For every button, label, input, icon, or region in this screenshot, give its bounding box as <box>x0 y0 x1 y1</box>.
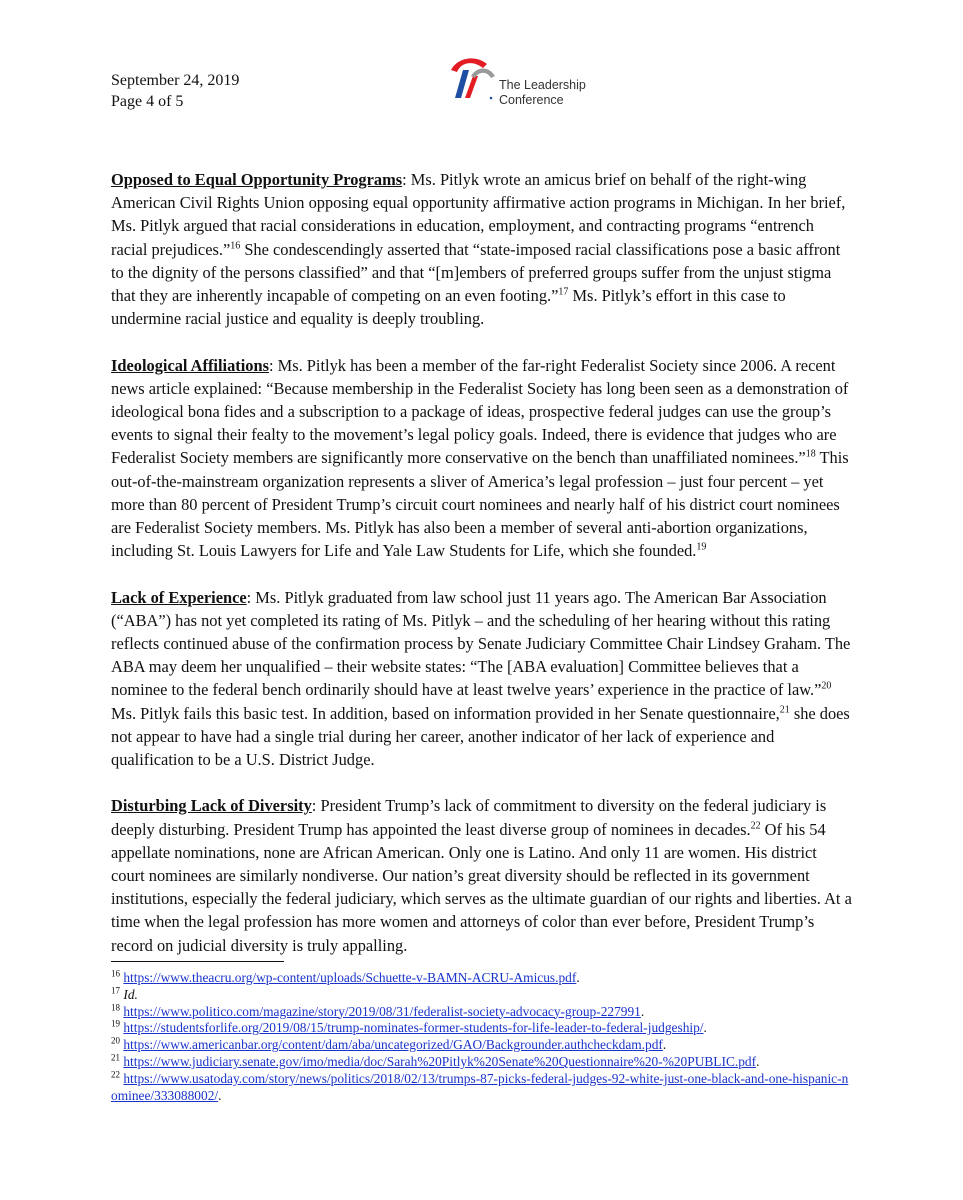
footnote-link[interactable]: https://www.usatoday.com/story/news/politics/2018/02/13/trumps-87-picks-federal-judges-92-white-just-one-black-and-one-hispanic-nominee/333088002/ <box>111 1070 849 1103</box>
section-heading: Opposed to Equal Opportunity Programs <box>111 170 403 189</box>
section-heading: Disturbing Lack of Diversity <box>111 796 312 816</box>
section-lack-of-experience <box>111 586 853 772</box>
footnote-item <box>111 1037 851 1054</box>
section-text: This out-of-the-mainstream organization represents a sliver of America’s legal profession – just four percent – yet more than 80 percent of President Trump’s circuit court nominees and nearly half of his district court nominees are Federalist Society members. Ms. Pitlyk has also been a member of several anti-abortion organizations, including St. Louis Lawyers for Life and Yale Law Students for Life, which she founded. <box>111 448 849 561</box>
section-text: Of his 54 appellate nominations, none are African American. Only one is Latino. And only 11 are women. His district court nominees are similarly nondiverse. Our nation’s great diversity should be reflected in its government institutions, especially the federal judiciary, which serves as the ultimate guardian of our rights and liberties. At a time when the legal profession has more women and attorneys of color than ever before, President Trump’s record on judicial diversity is truly appalling. <box>111 819 852 955</box>
footnote-tail: . <box>576 970 580 985</box>
footnote-link[interactable]: https://www.americanbar.org/content/dam/aba/uncategorized/GAO/Backgrounder.authcheckdam.pdf <box>123 1037 663 1053</box>
section-text: Ms. Pitlyk’s effort in this case to undermine racial justice and equality is deeply troubling. <box>111 286 786 329</box>
footnote-tail: . <box>703 1020 707 1036</box>
section-text: : Ms. Pitlyk wrote an amicus brief on behalf of the right-wing American Civil Rights Union opposing equal opportunity affirmative action programs in Michigan. In her brief, Ms. Pitlyk argued that racial considerations in education, employment, and contracting programs “entrench racial prejudices.” <box>111 170 846 259</box>
footnote-item <box>111 1004 851 1021</box>
footnote-ref: 16 <box>230 240 241 252</box>
footnote-link[interactable]: https://www.judiciary.senate.gov/imo/media/doc/Sarah%20Pitlyk%20Senate%20Questionnaire%20-%20PUBLIC.pdf <box>123 1053 757 1069</box>
page-number: Page 4 of 5 <box>111 93 184 110</box>
section-text: she does not appear to have had a single trial during her career, another indicator of her lack of experience and qualification to be a U.S. District Judge. <box>111 703 850 770</box>
footnote-ref: 18 <box>805 448 816 460</box>
logo-line-1: The Leadership <box>499 78 586 92</box>
footnote-tail: . <box>756 1053 760 1069</box>
section-lack-of-diversity <box>111 794 853 956</box>
footnote-number: 19 <box>111 1018 120 1029</box>
section-heading: Lack of Experience <box>111 587 247 607</box>
footnote-tail: . <box>640 1003 645 1019</box>
section-text: She condescendingly asserted that “state-imposed racial classifications pose a basic affront to the dignity of the persons classified” and that “[m]embers of preferred groups suffer from the unjust stigma that they are inherently incapable of competing on an even footing.” <box>111 239 841 306</box>
footnote-ref: 21 <box>779 704 790 716</box>
footnote-ref: 22 <box>750 820 761 832</box>
footnote-number: 17 <box>111 985 120 996</box>
footnote-item <box>111 1020 851 1037</box>
footnote-number: 20 <box>111 1035 120 1046</box>
section-text: Ms. Pitlyk fails this basic test. In addition, based on information provided in her Senate questionnaire, <box>111 703 780 723</box>
leadership-conference-logo <box>449 52 609 112</box>
letter-header <box>111 70 239 112</box>
footnote-item <box>111 970 851 987</box>
footnote-tail: . <box>662 1037 667 1053</box>
letter-body <box>111 168 853 980</box>
footnote-link[interactable]: https://www.politico.com/magazine/story/2019/08/31/federalist-society-advocacy-group-227991 <box>123 1003 641 1019</box>
footnote-link[interactable]: https://studentsforlife.org/2019/08/15/trump-nominates-former-students-for-life-leader-to-federal-judgeship/ <box>123 1020 704 1036</box>
footnote-tail: . <box>218 1087 222 1103</box>
section-text: : President Trump’s lack of commitment to diversity on the federal judiciary is deeply disturbing. President Trump has appointed the least diverse group of nominees in decades. <box>111 796 827 839</box>
footnote-ref: 19 <box>696 541 707 553</box>
logo-mark-icon <box>449 54 499 104</box>
footnote-item <box>111 1054 851 1071</box>
footnote-number: 21 <box>111 1052 120 1063</box>
footnote-divider <box>111 961 284 962</box>
section-heading: Ideological Affiliations <box>111 355 269 375</box>
section-equal-opportunity <box>111 168 853 330</box>
footnote-item <box>111 987 851 1004</box>
footnote-ref: 20 <box>821 680 832 692</box>
footnote-link[interactable]: https://www.theacru.org/wp-content/uploads/Schuette-v-BAMN-ACRU-Amicus.pdf <box>123 970 577 985</box>
logo-line-2: Conference <box>499 93 564 107</box>
footnote-ref: 17 <box>558 286 569 298</box>
footnote-item <box>111 1071 851 1105</box>
footnotes <box>111 970 851 1104</box>
section-text: : Ms. Pitlyk graduated from law school just 11 years ago. The American Bar Association (“ABA”) has not yet completed its rating of Ms. Pitlyk – and the scheduling of her hearing without this rating reflects continued abuse of the confirmation process by Senate Judiciary Committee Chair Lindsey Graham. The ABA may deem her unqualified – their website states: “The [ABA evaluation] Committee believes that a nominee to the federal bench ordinarily should have at least twelve years’ experience in the practice of law.” <box>111 587 851 700</box>
footnote-number: 22 <box>111 1069 120 1080</box>
footnote-number: 16 <box>111 968 120 979</box>
logo-wordmark <box>499 78 586 108</box>
footnote-text: Id. <box>123 986 138 1002</box>
letter-date: September 24, 2019 <box>111 72 240 89</box>
section-text: : Ms. Pitlyk has been a member of the far-right Federalist Society since 2006. A recent news article explained: “Because membership in the Federalist Society has long been seen as a demonstration of ideological bona fides and a subscription to a package of ideas, prospective federal judges can use the group’s events to signal their fealty to the movement’s legal policy goals. Indeed, there is evidence that judges who are Federalist Society members are significantly more conservative on the bench than unaffiliated nominees.” <box>111 355 849 468</box>
footnote-number: 18 <box>111 1002 120 1013</box>
section-ideological-affiliations <box>111 354 853 563</box>
